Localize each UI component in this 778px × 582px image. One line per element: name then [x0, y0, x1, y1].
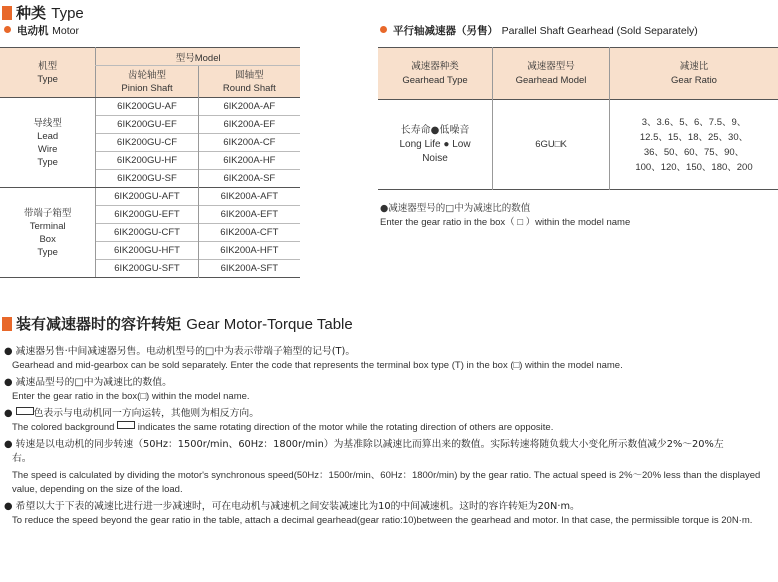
- pinion-model-cell: 6IK200GU-AF: [96, 98, 198, 116]
- note-line: ● 色表示与电动机同一方向运转，其他则为相反方向。: [4, 408, 259, 419]
- round-model-cell: 6IK200A-AFT: [198, 188, 300, 206]
- note-line: ● 减速器另售·中间减速器另售。电动机型号的□中为表示带端子箱型的记号(T)。: [4, 346, 356, 357]
- table-row: [0, 98, 300, 116]
- pinion-model-cell: 6IK200GU-SF: [96, 170, 198, 188]
- round-model-cell: 6IK200A-HF: [198, 152, 300, 170]
- section-marker-icon: [2, 317, 12, 331]
- note-line: value, depending on the size of the load.: [12, 484, 183, 495]
- table-row: [378, 100, 778, 190]
- colored-background-swatch-icon: [16, 407, 34, 415]
- round-model-cell: 6IK200A-HFT: [198, 242, 300, 260]
- round-model-cell: 6IK200A-AF: [198, 98, 300, 116]
- gearhead-heading: 平行轴减速器（另售） Parallel Shaft Gearhead (Sold Separately): [380, 23, 698, 38]
- group-label-lead-wire: 导线型 Lead Wire Type: [0, 98, 96, 188]
- note-line: The speed is calculated by dividing the motor's synchronous speed(50Hz：1500r/min、60Hz：1800r/min) by the gear ratio. The actual speed is 2%～20% less than the displayed: [12, 470, 761, 481]
- motor-table: [0, 47, 300, 278]
- torque-section-title: 装有减速器时的容许转矩 Gear Motor-Torque Table: [2, 313, 353, 334]
- pinion-model-cell: 6IK200GU-EF: [96, 116, 198, 134]
- gearhead-type-cell: 长寿命●低噪音 Long Life ● Low Noise: [399, 124, 471, 164]
- note-line: The colored background indicates the same rotating direction of the motor while the rotating direction of others are opposite.: [12, 422, 554, 433]
- colored-background-swatch-icon: [117, 421, 135, 429]
- pinion-model-cell: 6IK200GU-CF: [96, 134, 198, 152]
- note-line: ● 希望以大于下表的减速比进行进一步减速时，可在电动机与减速机之间安装减速比为10的中间减速机。这时的容许转矩为20N·m。: [4, 501, 580, 512]
- round-model-cell: 6IK200A-CFT: [198, 224, 300, 242]
- pinion-model-cell: 6IK200GU-HFT: [96, 242, 198, 260]
- col-pinion-header: 齿轮轴型 Pinion Shaft: [96, 66, 198, 98]
- note-line: Enter the gear ratio in the box(□) within the model name.: [12, 391, 250, 402]
- pinion-model-cell: 6IK200GU-HF: [96, 152, 198, 170]
- col-gearhead-model-header: 减速器型号 Gearhead Model: [493, 48, 610, 100]
- bullet-dot-icon: [380, 26, 387, 33]
- note-line: ● 转速是以电动机的同步转速（50Hz：1500r/min、60Hz：1800r/min）为基准除以减速比而算出来的数值。实际转速将随负载大小变化所示数值减少2%～20%左: [4, 439, 724, 450]
- round-model-cell: 6IK200A-CF: [198, 134, 300, 152]
- round-model-cell: 6IK200A-SF: [198, 170, 300, 188]
- gearhead-note: ●减速器型号的□中为减速比的数值 Enter the gear ratio in the box（ □ ）within the model name: [380, 203, 631, 228]
- col-type-header: 机型 Type: [0, 48, 96, 98]
- note-line: Gearhead and mid-gearbox can be sold separately. Enter the code that represents the terminal box type (T) in the box (□) within the model name.: [12, 360, 623, 371]
- section-marker-icon: [2, 6, 12, 20]
- round-model-cell: 6IK200A-EFT: [198, 206, 300, 224]
- round-model-cell: 6IK200A-EF: [198, 116, 300, 134]
- round-model-cell: 6IK200A-SFT: [198, 260, 300, 278]
- motor-heading: 电动机 Motor: [4, 23, 79, 38]
- pinion-model-cell: 6IK200GU-AFT: [96, 188, 198, 206]
- bullet-dot-icon: [4, 26, 11, 33]
- group-label-terminal-box: 带端子箱型 Terminal Box Type: [0, 188, 96, 278]
- notes-block: [4, 345, 774, 528]
- col-gear-ratio-header: 减速比 Gear Ratio: [610, 48, 778, 100]
- col-gearhead-type-header: 减速器种类 Gearhead Type: [402, 60, 468, 86]
- col-round-header: 圆轴型 Round Shaft: [198, 66, 300, 98]
- table-row: [0, 188, 300, 206]
- type-section-title: 种类 Type: [2, 2, 84, 23]
- note-line: ● 减速品型号的□中为减速比的数值。: [4, 377, 172, 388]
- note-line: To reduce the speed beyond the gear ratio in the table, attach a decimal gearhead(gear ratio:10)between the gearhead and motor. In that case, the permissible torque is 20N·m.: [12, 515, 753, 526]
- gear-ratio-cell: 3、3.6、5、6、7.5、9、 12.5、15、18、25、30、 36、50、60、75、90、 100、120、150、180、200: [610, 100, 778, 190]
- col-model-header: 型号Model: [96, 48, 300, 66]
- gearhead-model-cell: 6GU□K: [493, 100, 610, 190]
- pinion-model-cell: 6IK200GU-EFT: [96, 206, 198, 224]
- gearhead-table: [378, 47, 778, 190]
- note-line: 右。: [12, 453, 32, 464]
- pinion-model-cell: 6IK200GU-CFT: [96, 224, 198, 242]
- pinion-model-cell: 6IK200GU-SFT: [96, 260, 198, 278]
